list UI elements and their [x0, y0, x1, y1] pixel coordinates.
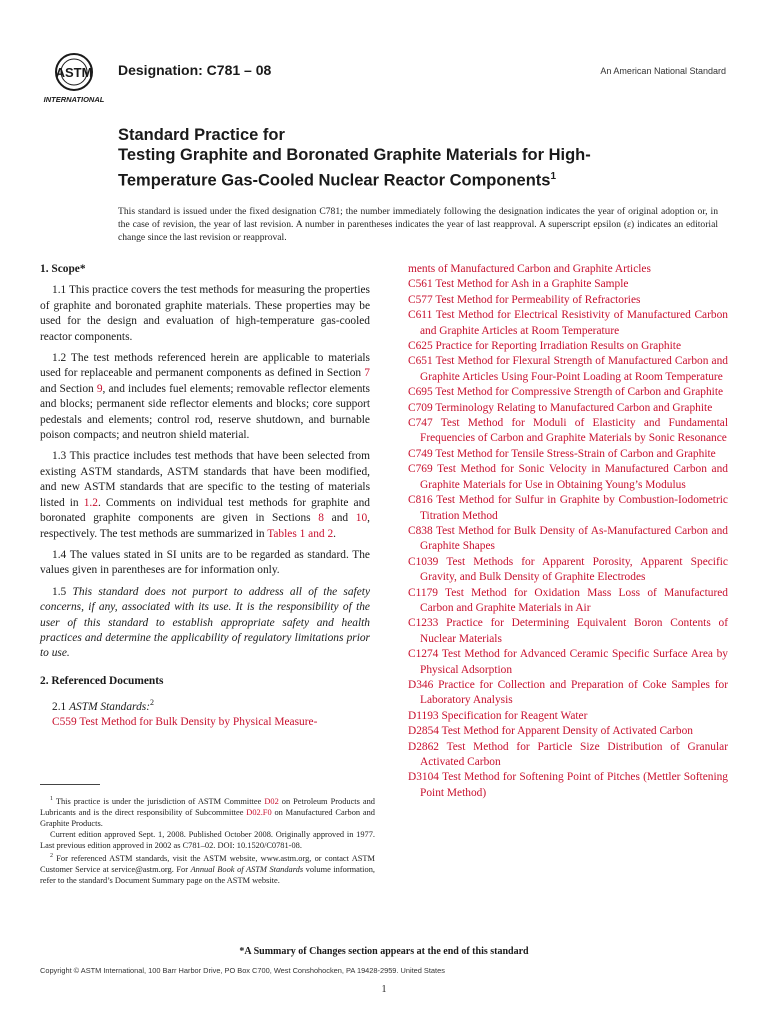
- reference-item[interactable]: C709 Terminology Relating to Manufactured Carbon and Graphite: [408, 401, 713, 414]
- standard-notice: This standard is issued under the fixed designation C781; the number immediately following the designation indicates the year of original adoption or, in the case of revision, the year of last revision. A number in parentheses indicates the year of last reapproval. A superscript epsilon (ε) indicates an editorial change since the last revision or reapproval.: [118, 206, 718, 243]
- designation: Designation: C781 – 08: [118, 62, 272, 78]
- reference-item[interactable]: C577 Test Method for Permeability of Refractories: [408, 293, 641, 306]
- referenced-documents-heading: 2. Referenced Documents: [40, 674, 164, 687]
- reference-item[interactable]: D1193 Specification for Reagent Water: [408, 709, 588, 722]
- footnote-1: $^1$ This practice is under the jurisdiction of ASTM Committee D02 on Petroleum Products and Lubricants and is the direct responsibility of Subcommittee D02.F0 on Manufactured Carbon and Graphite Products.: [40, 796, 375, 828]
- right-column: [408, 262, 728, 801]
- astm-standards-subheading: 2.1 ASTM Standards:$^2$: [52, 698, 154, 713]
- subcommittee-d02f0-link[interactable]: D02.F0: [246, 807, 272, 817]
- title-line-2: Testing Graphite and Boronated Graphite Materials for High-: [118, 146, 591, 164]
- logo-subtext: INTERNATIONAL: [43, 95, 105, 104]
- reference-list: [408, 262, 728, 801]
- astm-logo: [40, 50, 112, 106]
- reference-item[interactable]: C625 Practice for Reporting Irradiation Results on Graphite: [408, 340, 681, 353]
- reference-item[interactable]: C816 Test Method for Sulfur in Graphite by Combustion-Iodometric Titration Method: [408, 494, 728, 522]
- tables-link[interactable]: Tables 1 and 2: [267, 527, 334, 540]
- reference-item[interactable]: C1233 Practice for Determining Equivalent Boron Contents of Nuclear Materials: [408, 617, 728, 645]
- footnote-2-mark[interactable]: 2: [150, 698, 154, 708]
- section-9-link[interactable]: 9: [96, 382, 103, 395]
- reference-item[interactable]: D3104 Test Method for Softening Point of Pitches (Mettler Softening Point Method): [408, 771, 728, 799]
- reference-item[interactable]: C747 Test Method for Moduli of Elasticity and Fundamental Frequencies of Carbon and Graphite Materials by Sonic Resonance: [408, 417, 728, 445]
- title-footnote-mark[interactable]: 1: [550, 171, 557, 182]
- title-line-1: Standard Practice for: [118, 126, 285, 144]
- scope-para-1-2: 1.2 The test methods referenced herein are applicable to materials used for replaceable and permanent components as defined in Section 7 and Section 9, and includes fuel elements; removable reflector elements and blocks; permanent side reflector elements and blocks; core support pedestals and elements; control rod, reserve shutdown, and burnable poison compacts; and neutron shield material.: [40, 352, 370, 442]
- page-number: 1: [381, 984, 387, 995]
- section-10-link[interactable]: 10: [355, 512, 368, 525]
- footnotes: [40, 794, 375, 886]
- reference-item[interactable]: C749 Test Method for Tensile Stress-Strain of Carbon and Graphite: [408, 447, 716, 460]
- scope-para-1-1: 1.1 This practice covers the test methods for measuring the properties of graphite and boronated graphite materials. These properties may be used for the design and evaluation of high-temperature gas-cooled reactor components.: [40, 284, 370, 343]
- reference-item[interactable]: C1179 Test Method for Oxidation Mass Loss of Manufactured Carbon and Graphite Materials in Air: [408, 586, 728, 614]
- reference-item[interactable]: D2854 Test Method for Apparent Density of Activated Carbon: [408, 725, 693, 738]
- committee-d02-link[interactable]: D02: [264, 796, 279, 806]
- footnote-2: $^2$ For referenced ASTM standards, visit the ASTM website, www.astm.org, or contact ASTM Customer Service at service@astm.org. For Annual Book of ASTM Standards volume information, refer to the standard’s Document Summary page on the ASTM website.: [40, 852, 375, 885]
- reference-item[interactable]: C695 Test Method for Compressive Strength of Carbon and Graphite: [408, 386, 724, 399]
- scope-para-1-5: 1.5 This standard does not purport to address all of the safety concerns, if any, associated with its use. It is the responsibility of the user of this standard to establish appropriate safety and health practices and determine the applicability of regulatory limitations prior to use.: [40, 585, 370, 660]
- reference-item[interactable]: D2862 Test Method for Particle Size Distribution of Granular Activated Carbon: [408, 740, 728, 768]
- copyright-line: Copyright © ASTM International, 100 Barr Harbor Drive, PO Box C700, West Conshohocken, PA 19428-2959. United States: [40, 966, 445, 975]
- logo-text: ASTM: [55, 65, 93, 80]
- left-column: [40, 262, 370, 731]
- reference-item[interactable]: C1039 Test Methods for Apparent Porosity, Apparent Specific Gravity, and Bulk Density of Graphite Electrodes: [408, 555, 728, 584]
- reference-item[interactable]: C838 Test Method for Bulk Density of As-Manufactured Carbon and Graphite Shapes: [408, 524, 728, 553]
- reference-item[interactable]: ments of Manufactured Carbon and Graphite Articles: [408, 263, 651, 275]
- footnote-divider: [40, 784, 100, 785]
- reference-item[interactable]: D346 Practice for Collection and Preparation of Coke Samples for Laboratory Analysis: [408, 678, 728, 707]
- reference-item[interactable]: C1274 Test Method for Advanced Ceramic Specific Surface Area by Physical Adsorption: [408, 648, 728, 676]
- american-national-standard-label: An American National Standard: [600, 66, 726, 76]
- footnote-1-edition: Current edition approved Sept. 1, 2008. Published October 2008. Originally approved in 1977. Last previous edition approved in 2002 as C781–02. DOI: 10.1520/C0781-08.: [40, 829, 375, 850]
- reference-c559[interactable]: C559 Test Method for Bulk Density by Physical Measure-: [52, 716, 318, 729]
- section-8-link[interactable]: 8: [318, 512, 324, 525]
- summary-of-changes-note: *A Summary of Changes section appears at the end of this standard: [239, 946, 529, 957]
- reference-item[interactable]: C769 Test Method for Sonic Velocity in Manufactured Carbon and Graphite Materials for Use in Obtaining Young’s Modulus: [408, 463, 728, 491]
- reference-item[interactable]: C611 Test Method for Electrical Resistivity of Manufactured Carbon and Graphite Articles at Room Temperature: [408, 309, 728, 337]
- astm-logo-icon: [40, 50, 112, 106]
- scope-para-1-3: 1.3 This practice includes test methods that have been selected from existing ASTM standards, ASTM standards that have been modified, and new ASTM standards that are specific to the testing of materials listed in 1.2. Comments on individual test methods for graphite and boronated graphite components are given in Sections 8 and 10, respectively. The test methods are summarized in Tables 1 and 2.: [40, 450, 370, 540]
- scope-para-1-4: 1.4 The values stated in SI units are to be regarded as standard. The values given in parentheses are for information only.: [40, 548, 370, 577]
- title-line-3: Temperature Gas-Cooled Nuclear Reactor Components$^1$: [118, 171, 557, 190]
- section-1-2-link[interactable]: 1.2: [83, 496, 98, 509]
- section-7-link[interactable]: 7: [364, 367, 370, 380]
- document-title: [118, 125, 718, 192]
- scope-heading: 1. Scope*: [40, 263, 86, 275]
- reference-item[interactable]: C651 Test Method for Flexural Strength of Manufactured Carbon and Graphite Articles Using Four-Point Loading at Room Temperature: [408, 355, 728, 383]
- reference-item[interactable]: C561 Test Method for Ash in a Graphite Sample: [408, 278, 629, 291]
